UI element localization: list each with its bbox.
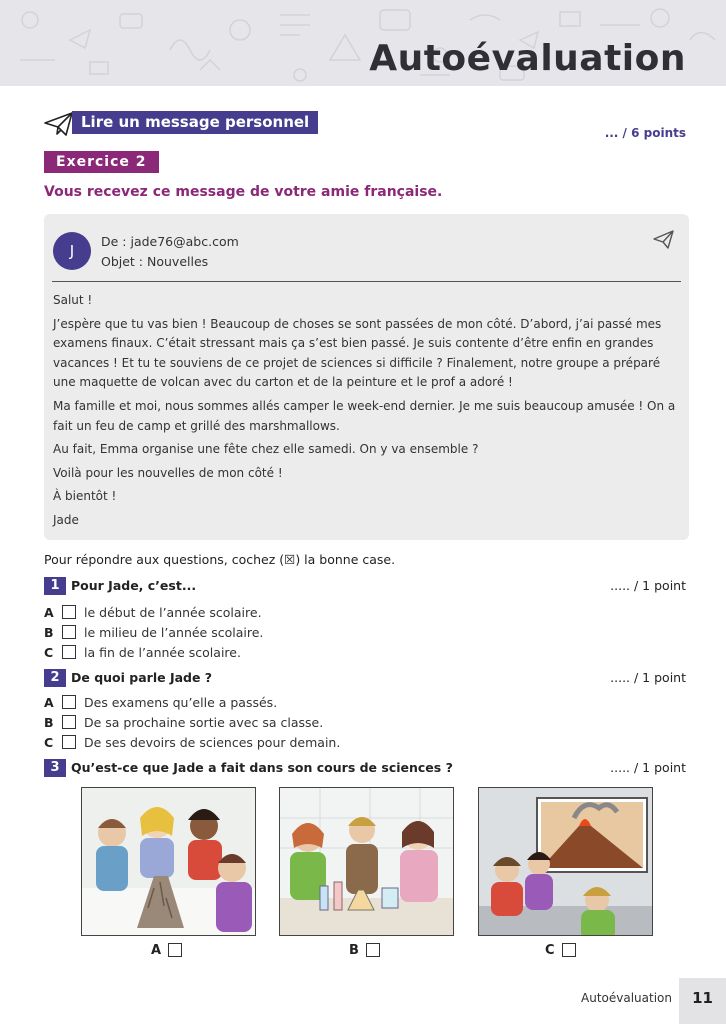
email-paragraph: Ma famille et moi, nous sommes allés camper le week-end dernier. Je me suis beaucoup amusée ! On a fait un feu de camp et grillé des marshmallows. xyxy=(53,398,676,433)
question-text: De quoi parle Jade ? xyxy=(71,670,213,685)
answer-checkbox[interactable] xyxy=(62,605,76,619)
answer-checkbox[interactable] xyxy=(62,645,76,659)
section-points: ... / 6 points xyxy=(604,126,686,140)
section-title: Lire un message personnel xyxy=(72,111,318,134)
email-from: De : jade76@abc.com xyxy=(101,234,239,249)
illustration-volcano-model xyxy=(81,787,256,936)
illustration-lab-experiment xyxy=(279,787,454,936)
email-paragraph: Voilà pour les nouvelles de mon côté ! xyxy=(53,465,283,480)
option-letter: B xyxy=(44,715,54,730)
section-heading xyxy=(44,111,686,140)
option-letter: C xyxy=(44,735,54,750)
option-text: le milieu de l’année scolaire. xyxy=(84,625,264,640)
answer-checkbox[interactable] xyxy=(366,943,380,957)
email-paragraph: Salut ! xyxy=(53,293,93,307)
option-letter: B xyxy=(44,625,54,640)
option-text: De ses devoirs de sciences pour demain. xyxy=(84,735,341,750)
email-body xyxy=(53,291,679,535)
sender-avatar: J xyxy=(53,232,91,270)
option-letter: C xyxy=(44,645,54,660)
answer-checkbox[interactable] xyxy=(62,715,76,729)
question-points: ..... / 1 point xyxy=(610,760,686,775)
option-letter: C xyxy=(545,943,555,958)
send-icon xyxy=(653,230,675,250)
option-text: la fin de l’année scolaire. xyxy=(84,645,241,660)
answer-checkbox[interactable] xyxy=(62,695,76,709)
email-subject: Objet : Nouvelles xyxy=(101,254,209,269)
email-paragraph: À bientôt ! xyxy=(53,489,117,504)
email-message xyxy=(44,214,689,540)
header-band xyxy=(0,0,726,86)
answer-checkbox[interactable] xyxy=(62,625,76,639)
answer-instruction: Pour répondre aux questions, cochez (☒) la bonne case. xyxy=(44,552,396,567)
footer-label: Autoévaluation xyxy=(581,991,672,1005)
email-header xyxy=(101,232,239,272)
paper-plane-icon xyxy=(44,111,74,137)
option-letter: A xyxy=(44,605,54,620)
email-paragraph: J’espère que tu vas bien ! Beaucoup de choses se sont passées de mon côté. D’abord, j’ai passé mes examens finaux. C’était stressant mais ça s’est bien passé. Je suis contente d’être enfin en grandes vacances ! Et tu te souviens de ce projet de sciences si difficile ? Finalement, notre groupe a préparé une maquette de volcan avec du carton et de la peinture et le prof a adoré ! xyxy=(53,316,662,390)
option-letter: A xyxy=(151,943,162,958)
question-2 xyxy=(44,669,686,689)
question-text: Pour Jade, c’est... xyxy=(71,578,197,593)
option-letter: B xyxy=(349,943,359,958)
option-text: le début de l’année scolaire. xyxy=(84,605,262,620)
answer-checkbox[interactable] xyxy=(562,943,576,957)
answer-checkbox[interactable] xyxy=(62,735,76,749)
question-1 xyxy=(44,577,686,597)
question-points: ..... / 1 point xyxy=(610,578,686,593)
option-letter: A xyxy=(44,695,54,710)
email-paragraph: Jade xyxy=(53,512,79,527)
page-number: 11 xyxy=(679,978,726,1024)
page-title: Autoévaluation xyxy=(369,38,686,79)
question-points: ..... / 1 point xyxy=(610,670,686,685)
answer-checkbox[interactable] xyxy=(168,943,182,957)
email-divider xyxy=(52,281,681,282)
question-3 xyxy=(44,759,686,779)
exercise-badge: Exercice 2 xyxy=(44,151,159,173)
question-number: 1 xyxy=(44,577,66,595)
question-number: 2 xyxy=(44,669,66,687)
email-paragraph: Au fait, Emma organise une fête chez elle samedi. On y va ensemble ? xyxy=(53,442,479,457)
exercise-instruction: Vous recevez ce message de votre amie française. xyxy=(44,184,443,200)
option-text: De sa prochaine sortie avec sa classe. xyxy=(84,715,324,730)
question-text: Qu’est-ce que Jade a fait dans son cours de sciences ? xyxy=(71,760,453,775)
illustration-volcano-screen xyxy=(478,787,653,936)
option-text: Des examens qu’elle a passés. xyxy=(84,695,278,710)
question-number: 3 xyxy=(44,759,66,777)
